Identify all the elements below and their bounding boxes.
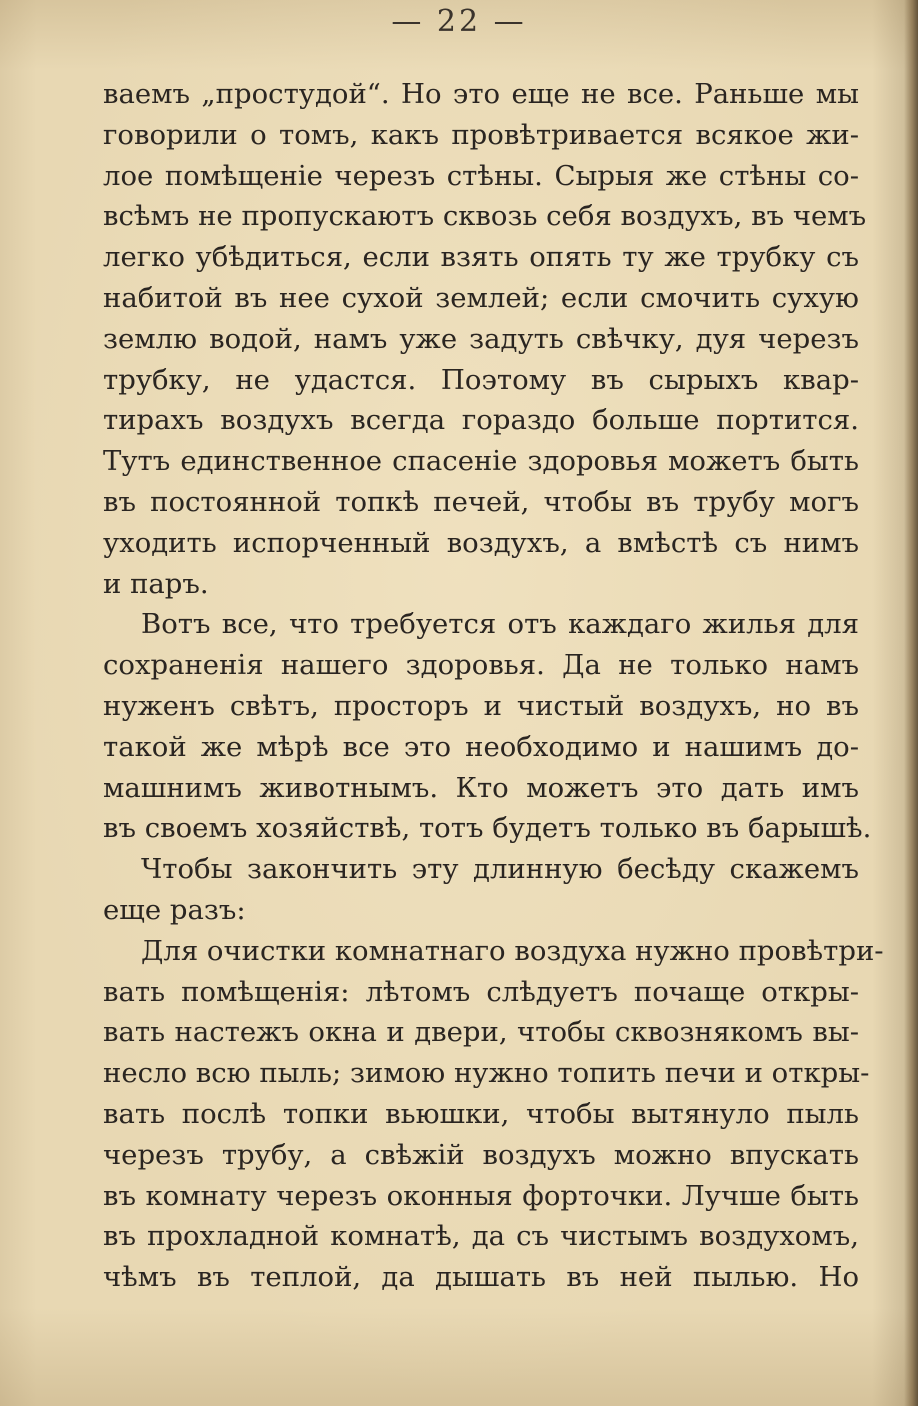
text-line: машнимъ животнымъ. Кто можетъ это дать имъ <box>103 771 859 804</box>
text-line: въ комнату черезъ оконныя форточки. Лучше быть <box>103 1179 859 1212</box>
text-line: тирахъ воздухъ всегда гораздо больше портится. <box>103 404 859 437</box>
text-line: трубку, не удастся. Поэтому въ сырыхъ квар- <box>103 363 859 396</box>
text-line: и паръ. <box>103 567 209 600</box>
text-line: въ своемъ хозяйствѣ, тотъ будетъ только въ барышѣ. <box>103 812 872 845</box>
text-line: въ постоянной топкѣ печей, чтобы въ трубу могъ <box>103 485 859 518</box>
text-line: сохраненія нашего здоровья. Да не только намъ <box>103 649 859 682</box>
text-line: землю водой, намъ уже задуть свѣчку, дуя черезъ <box>103 322 859 355</box>
text-line: вать настежъ окна и двери, чтобы сквознякомъ вы- <box>103 1016 859 1049</box>
page-number: — 22 — <box>391 4 527 39</box>
text-line: въ прохладной комнатѣ, да съ чистымъ воздухомъ, <box>103 1220 859 1253</box>
text-line: уходить испорченный воздухъ, а вмѣстѣ съ нимъ <box>103 526 859 559</box>
text-line: еще разъ: <box>103 893 246 926</box>
text-line: вать послѣ топки вьюшки, чтобы вытянуло пыль <box>103 1097 859 1130</box>
text-line: говорили о томъ, какъ провѣтривается всякое жи- <box>103 118 859 151</box>
text-line: черезъ трубу, а свѣжій воздухъ можно впускать <box>103 1138 859 1171</box>
text-line: Для очистки комнатнаго воздуха нужно провѣтри- <box>141 934 884 967</box>
text-line: Тутъ единственное спасеніе здоровья можетъ быть <box>103 445 859 478</box>
text-line: такой же мѣрѣ все это необходимо и нашимъ до- <box>103 730 859 763</box>
text-line: всѣмъ не пропускаютъ сквозь себя воздухъ, въ чемъ <box>103 200 867 233</box>
text-line: несло всю пыль; зимою нужно топить печи и откры- <box>103 1057 870 1090</box>
text-line: чѣмъ въ теплой, да дышать въ ней пылью. Но <box>103 1261 859 1294</box>
text-line: нуженъ свѣтъ, просторъ и чистый воздухъ, но въ <box>103 689 859 722</box>
text-line: легко убѣдиться, если взять опять ту же трубку съ <box>103 241 859 274</box>
text-line: вать помѣщенія: лѣтомъ слѣдуетъ почаще откры- <box>103 975 859 1008</box>
body-text <box>103 74 884 1298</box>
text-line: ваемъ „простудой“. Но это еще не все. Раньше мы <box>103 78 859 110</box>
page-edge-shadow <box>904 0 918 1406</box>
text-line: Чтобы закончить эту длинную бесѣду скажемъ <box>141 853 859 886</box>
text-line: Вотъ все, что требуется отъ каждаго жилья для <box>141 608 859 641</box>
text-line: набитой въ нее сухой землей; если смочить сухую <box>103 281 859 314</box>
text-line: лое помѣщеніе черезъ стѣны. Сырыя же стѣны со- <box>103 159 859 192</box>
